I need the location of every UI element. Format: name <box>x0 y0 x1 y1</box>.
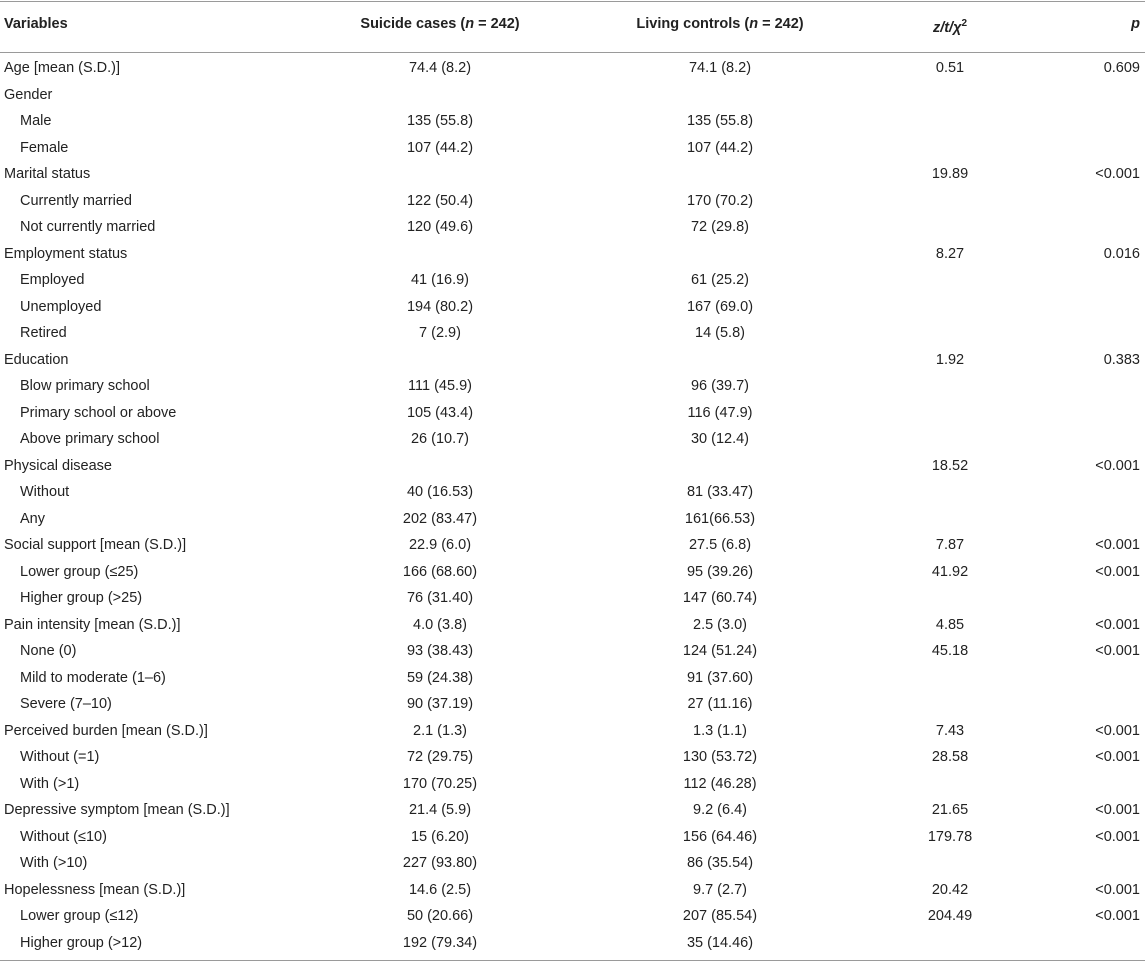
header-variables: Variables <box>4 16 68 32</box>
living-controls-value: 27.5 (6.8) <box>688 537 752 553</box>
suicide-cases-value: 76 (31.40) <box>406 590 474 606</box>
row-label: Blow primary school <box>20 378 150 394</box>
suicide-cases-value: 50 (20.66) <box>406 908 474 924</box>
row-label: Male <box>20 113 52 129</box>
suicide-cases-value: 111 (45.9) <box>408 378 472 394</box>
p-value: <0.001 <box>1095 749 1140 765</box>
living-controls-value: 27 (11.16) <box>687 696 753 712</box>
table-row <box>0 453 1145 480</box>
test-statistic-value: 0.51 <box>935 60 965 76</box>
living-controls-value: 30 (12.4) <box>690 431 750 447</box>
table-row <box>0 426 1145 453</box>
table-row <box>0 108 1145 135</box>
header-stat-label: z/t/χ <box>932 20 962 36</box>
living-controls-value: 116 (47.9) <box>687 404 753 421</box>
row-label: Mild to moderate (1–6) <box>20 669 166 686</box>
header-living-controls <box>610 15 830 33</box>
suicide-cases-value: 93 (38.43) <box>406 643 474 659</box>
test-statistic-value: 41.92 <box>931 563 969 580</box>
row-label: Without (=1) <box>20 749 100 765</box>
test-statistic-value: 179.78 <box>927 828 973 845</box>
suicide-cases-value: 90 (37.19) <box>406 696 474 712</box>
header-controls-suffix: = 242) <box>758 16 804 32</box>
suicide-cases-value: 22.9 (6.0) <box>408 537 472 553</box>
header-suicide-cases <box>330 15 550 33</box>
table-row <box>0 665 1145 692</box>
suicide-cases-value: 41 (16.9) <box>410 272 470 288</box>
suicide-cases-value: 227 (93.80) <box>402 855 478 871</box>
table-row <box>0 930 1145 957</box>
p-value: <0.001 <box>1095 828 1140 845</box>
table-row <box>0 532 1145 559</box>
p-value: <0.001 <box>1095 537 1140 553</box>
living-controls-value: 1.3 (1.1) <box>693 722 747 739</box>
row-label: Hopelessness [mean (S.D.)] <box>4 881 186 898</box>
row-label: Pain intensity [mean (S.D.)] <box>4 616 181 633</box>
table-row <box>0 479 1145 506</box>
p-value: 0.016 <box>1103 245 1140 262</box>
table-header-rule <box>0 52 1145 53</box>
p-value: <0.001 <box>1095 643 1140 659</box>
row-label: Above primary school <box>20 431 160 447</box>
row-label: Education <box>4 351 69 368</box>
table-row <box>0 612 1145 639</box>
table-row <box>0 718 1145 745</box>
header-controls-n: n <box>749 16 759 32</box>
row-label: Physical disease <box>4 457 112 474</box>
suicide-cases-value: 15 (6.20) <box>410 828 470 845</box>
table-row <box>0 638 1145 665</box>
row-label: Higher group (>12) <box>20 934 143 951</box>
test-statistic-value: 204.49 <box>927 908 973 924</box>
table-row <box>0 797 1145 824</box>
living-controls-value: 14 (5.8) <box>695 325 745 341</box>
living-controls-value: 161(66.53) <box>684 510 756 527</box>
table-header <box>0 0 1145 52</box>
table-row <box>0 850 1145 877</box>
living-controls-value: 35 (14.46) <box>686 934 754 951</box>
table-row <box>0 161 1145 188</box>
row-label: Severe (7–10) <box>20 696 112 712</box>
row-label: Depressive symptom [mean (S.D.)] <box>4 802 230 818</box>
suicide-cases-value: 170 (70.25) <box>402 775 478 792</box>
test-statistic-value: 8.27 <box>935 245 965 262</box>
living-controls-value: 61 (25.2) <box>690 272 750 288</box>
p-value: <0.001 <box>1095 908 1140 924</box>
test-statistic-value: 7.87 <box>935 537 965 553</box>
header-p-label: p <box>1131 16 1140 32</box>
table-row <box>0 135 1145 162</box>
suicide-cases-value: 192 (79.34) <box>402 934 478 951</box>
row-label: Age [mean (S.D.)] <box>4 60 121 76</box>
living-controls-value: 130 (53.72) <box>682 749 758 765</box>
test-statistic-value: 21.65 <box>931 802 969 818</box>
row-label: Social support [mean (S.D.)] <box>4 537 187 553</box>
suicide-cases-value: 7 (2.9) <box>419 325 461 341</box>
table-row <box>0 771 1145 798</box>
living-controls-value: 86 (35.54) <box>686 855 754 871</box>
living-controls-value: 2.5 (3.0) <box>693 616 747 633</box>
suicide-cases-value: 26 (10.7) <box>410 431 470 447</box>
p-value: <0.001 <box>1095 802 1140 818</box>
living-controls-value: 107 (44.2) <box>686 139 754 156</box>
row-label: Retired <box>20 325 67 341</box>
header-controls-label: Living controls ( <box>636 16 750 32</box>
suicide-cases-value: 59 (24.38) <box>406 669 474 686</box>
living-controls-value: 167 (69.0) <box>686 298 754 315</box>
table-row <box>0 585 1145 612</box>
suicide-cases-value: 202 (83.47) <box>402 510 478 527</box>
suicide-cases-value: 194 (80.2) <box>406 298 474 315</box>
test-statistic-value: 19.89 <box>931 166 969 182</box>
row-label: None (0) <box>20 643 77 659</box>
test-statistic-value: 18.52 <box>931 457 969 474</box>
row-label: Not currently married <box>20 219 156 235</box>
table-row <box>0 744 1145 771</box>
table-row <box>0 267 1145 294</box>
table-row <box>0 877 1145 904</box>
suicide-cases-value: 4.0 (3.8) <box>413 616 467 633</box>
header-cases-n: n <box>465 16 475 32</box>
table-row <box>0 55 1145 82</box>
row-label: Employed <box>20 272 85 288</box>
living-controls-value: 74.1 (8.2) <box>688 60 752 76</box>
p-value: 0.609 <box>1103 60 1140 76</box>
test-statistic-value: 1.92 <box>935 351 965 368</box>
living-controls-value: 135 (55.8) <box>686 113 754 129</box>
table-row <box>0 506 1145 533</box>
row-label: Without (≤10) <box>20 828 107 845</box>
header-cases-label: Suicide cases ( <box>360 16 466 32</box>
row-label: Female <box>20 139 69 156</box>
suicide-cases-value: 135 (55.8) <box>406 113 474 129</box>
suicide-cases-value: 40 (16.53) <box>406 484 474 500</box>
table-row <box>0 824 1145 851</box>
suicide-cases-value: 105 (43.4) <box>406 404 474 421</box>
p-value: <0.001 <box>1095 166 1140 182</box>
table-row <box>0 400 1145 427</box>
p-value: <0.001 <box>1095 722 1140 739</box>
table-row <box>0 903 1145 930</box>
living-controls-value: 91 (37.60) <box>686 669 754 686</box>
suicide-cases-value: 21.4 (5.9) <box>408 802 472 818</box>
table-row <box>0 373 1145 400</box>
table-body <box>0 55 1145 956</box>
test-statistic-value: 7.43 <box>935 722 965 739</box>
living-controls-value: 207 (85.54) <box>682 908 758 924</box>
table-row <box>0 559 1145 586</box>
living-controls-value: 96 (39.7) <box>690 378 750 394</box>
suicide-cases-value: 122 (50.4) <box>406 192 474 209</box>
p-value: <0.001 <box>1095 563 1140 580</box>
living-controls-value: 147 (60.74) <box>682 590 758 606</box>
living-controls-value: 156 (64.46) <box>682 828 758 845</box>
table-row <box>0 188 1145 215</box>
test-statistic-value: 45.18 <box>931 643 969 659</box>
living-controls-value: 170 (70.2) <box>686 192 754 209</box>
test-statistic-value: 28.58 <box>931 749 969 765</box>
header-p-value <box>1070 15 1140 33</box>
living-controls-value: 81 (33.47) <box>686 484 754 500</box>
living-controls-value: 9.7 (2.7) <box>693 881 747 898</box>
table-row <box>0 691 1145 718</box>
row-label: With (>1) <box>20 775 80 792</box>
p-value: 0.383 <box>1103 351 1140 368</box>
row-label: Lower group (≤25) <box>20 563 139 580</box>
row-label: Any <box>20 510 45 527</box>
living-controls-value: 72 (29.8) <box>690 219 750 235</box>
row-label: Marital status <box>4 166 91 182</box>
row-label: Higher group (>25) <box>20 590 143 606</box>
table-row <box>0 82 1145 109</box>
living-controls-value: 9.2 (6.4) <box>693 802 747 818</box>
header-cases-suffix: = 242) <box>474 16 520 32</box>
row-label: Unemployed <box>20 298 102 315</box>
table-row <box>0 320 1145 347</box>
row-label: Currently married <box>20 192 132 209</box>
row-label: Employment status <box>4 245 128 262</box>
row-label: Perceived burden [mean (S.D.)] <box>4 722 208 739</box>
p-value: <0.001 <box>1095 457 1140 474</box>
row-label: Primary school or above <box>20 404 177 421</box>
table-row <box>0 214 1145 241</box>
table-row <box>0 294 1145 321</box>
header-test-statistic <box>900 15 1000 37</box>
row-label: Without <box>20 484 70 500</box>
p-value: <0.001 <box>1095 881 1140 898</box>
header-stat-sup: 2 <box>961 18 968 29</box>
living-controls-value: 112 (46.28) <box>683 775 757 792</box>
table-bottom-rule <box>0 960 1145 961</box>
suicide-cases-value: 72 (29.75) <box>406 749 474 765</box>
suicide-cases-value: 166 (68.60) <box>402 563 478 580</box>
p-value: <0.001 <box>1095 616 1140 633</box>
suicide-cases-value: 2.1 (1.3) <box>413 722 467 739</box>
row-label: With (>10) <box>20 855 88 871</box>
table-row <box>0 241 1145 268</box>
living-controls-value: 95 (39.26) <box>686 563 754 580</box>
living-controls-value: 124 (51.24) <box>682 643 758 659</box>
suicide-cases-value: 14.6 (2.5) <box>408 881 472 898</box>
table-row <box>0 347 1145 374</box>
row-label: Lower group (≤12) <box>20 908 139 924</box>
row-label: Gender <box>4 86 53 103</box>
suicide-cases-value: 107 (44.2) <box>406 139 474 156</box>
test-statistic-value: 20.42 <box>931 881 969 898</box>
test-statistic-value: 4.85 <box>935 616 965 633</box>
suicide-cases-value: 74.4 (8.2) <box>408 60 472 76</box>
suicide-cases-value: 120 (49.6) <box>406 219 474 235</box>
